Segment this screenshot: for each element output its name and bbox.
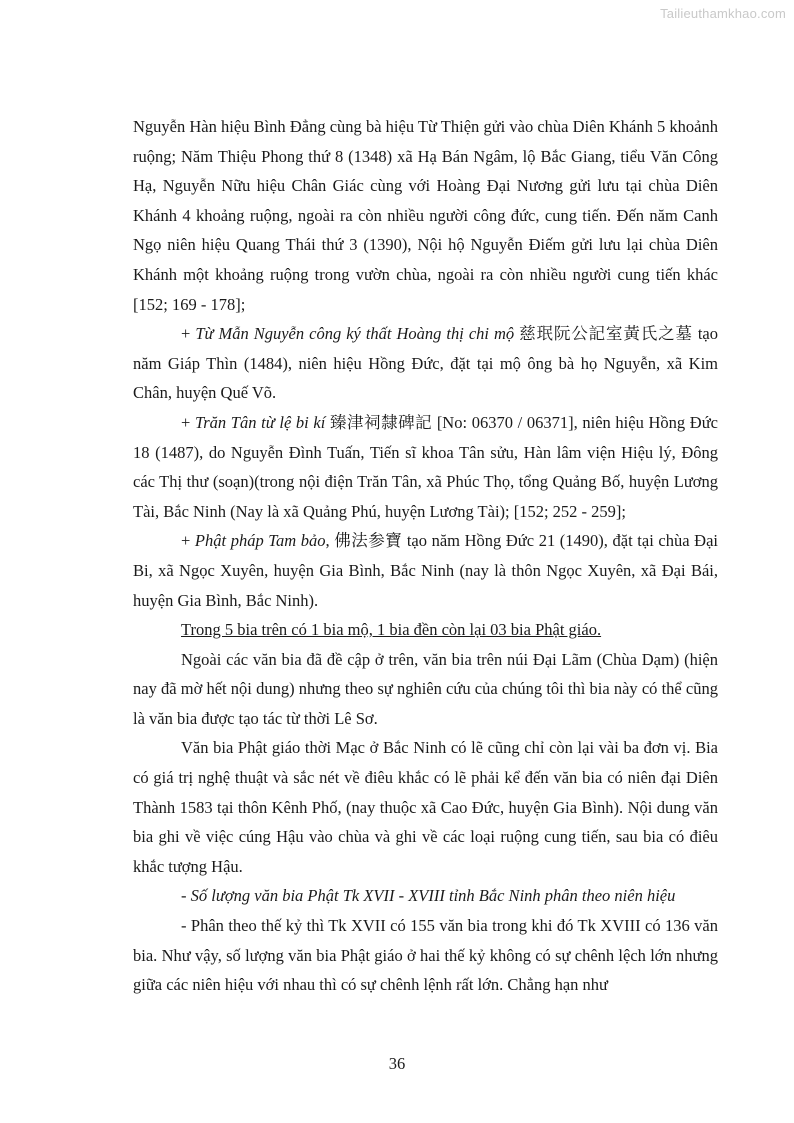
paragraph-stele-buddhist xyxy=(133,526,718,615)
paragraph-dai-lam: Ngoài các văn bia đã đề cập ở trên, văn bia trên núi Đại Lãm (Chùa Dạm) (hiện nay đã mờ hết nội dung) nhưng theo sự nghiên cứu của chúng tôi thì bia này có thể cũng là văn bia được tạo tác từ thời Lê Sơ. xyxy=(133,649,718,728)
section-heading: - Số lượng văn bia Phật Tk XVII - XVIII tỉnh Bắc Ninh phân theo niên hiệu xyxy=(181,886,676,906)
paragraph-text: 臻津祠隸碑記 [No: 06370 / 06371], niên hiệu Hồng Đức 18 (1487), do Nguyễn Đình Tuấn, Tiến sĩ khoa Tân sửu, Hàn lâm viện Hiệu lý, Đông các Thị thư (soạn)(trong nội điện Trăn Tân, xã Phúc Thọ, tổng Quảng Bố, huyện Lương Tài, Bắc Ninh (Nay là xã Quảng Phú, huyện Lương Tài); [152; 252 - 259]; xyxy=(133,412,718,521)
bullet-prefix: + xyxy=(181,324,196,344)
paragraph-text: 慈珉阮公記室黃氏之墓 tạo năm Giáp Thìn (1484), niên hiệu Hồng Đức, đặt tại mộ ông bà họ Nguyễn, xã Kim Chân, huyện Quế Võ. xyxy=(133,324,718,403)
document-body xyxy=(133,112,718,1000)
bullet-prefix: + xyxy=(181,412,195,432)
paragraph-century-count: - Phân theo thế kỷ thì Tk XVII có 155 văn bia trong khi đó Tk XVIII có 136 văn bia. Như vậy, số lượng văn bia Phật giáo ở hai thế kỷ không có sự chênh lệch lớn nhưng giữa các niên hiệu với nhau thì có sự chênh lệnh rất lớn. Chẳng hạn như xyxy=(133,916,718,995)
bullet-prefix: + xyxy=(181,531,195,551)
stele-title: Trăn Tân từ lệ bi kí xyxy=(194,412,326,432)
paragraph-text: , 佛法参寶 tạo năm Hồng Đức 21 (1490), đặt tại chùa Đại Bi, xã Ngọc Xuyên, huyện Gia Bình, Bắc Ninh (nay là thôn Ngọc Xuyên, xã Đại Bái, huyện Gia Bình, Bắc Ninh). xyxy=(133,531,718,610)
paragraph-continuation: Nguyễn Hàn hiệu Bình Đẳng cùng bà hiệu Từ Thiện gửi vào chùa Diên Khánh 5 khoảnh ruộng; Năm Thiệu Phong thứ 8 (1348) xã Hạ Bán Ngâm, lộ Bắc Giang, tiểu Văn Công Hạ, Nguyễn Nữu hiệu Chân Giác cùng với Hoàng Đại Nương gửi lưu tại chùa Diên Khánh 4 khoảng ruộng, ngoài ra còn nhiều người công đức, cung tiến. Đến năm Canh Ngọ niên hiệu Quang Thái thứ 3 (1390), Nội hộ Nguyễn Điếm gửi lưu lại chùa Diên Khánh một khoảng ruộng trong vườn chùa, ngoài ra còn nhiều người cung tiến khác [152; 169 - 178]; xyxy=(133,117,718,314)
page-number: 36 xyxy=(388,1054,406,1073)
paragraph-summary xyxy=(133,615,718,645)
stele-title: Phật pháp Tam bảo xyxy=(194,531,326,551)
watermark: Tailieuthamkhao.com xyxy=(660,6,786,21)
stele-title: Từ Mẫn Nguyễn công ký thất Hoàng thị chi mộ xyxy=(195,324,515,344)
paragraph-stele-temple xyxy=(133,408,718,526)
underlined-summary: Trong 5 bia trên có 1 bia mộ, 1 bia đền còn lại 03 bia Phật giáo. xyxy=(181,620,602,640)
paragraph-stele-tomb xyxy=(133,319,718,408)
paragraph-mac-dynasty: Văn bia Phật giáo thời Mạc ở Bắc Ninh có lẽ cũng chỉ còn lại vài ba đơn vị. Bia có giá trị nghệ thuật và sắc nét về điêu khắc có lẽ phải kể đến văn bia có niên đại Diên Thành 1583 tại thôn Kênh Phố, (nay thuộc xã Cao Đức, huyện Gia Bình). Nội dung văn bia ghi về việc cúng Hậu vào chùa và ghi về các loại ruộng cung tiến, sau bia có điêu khắc tượng Hậu. xyxy=(133,738,718,876)
